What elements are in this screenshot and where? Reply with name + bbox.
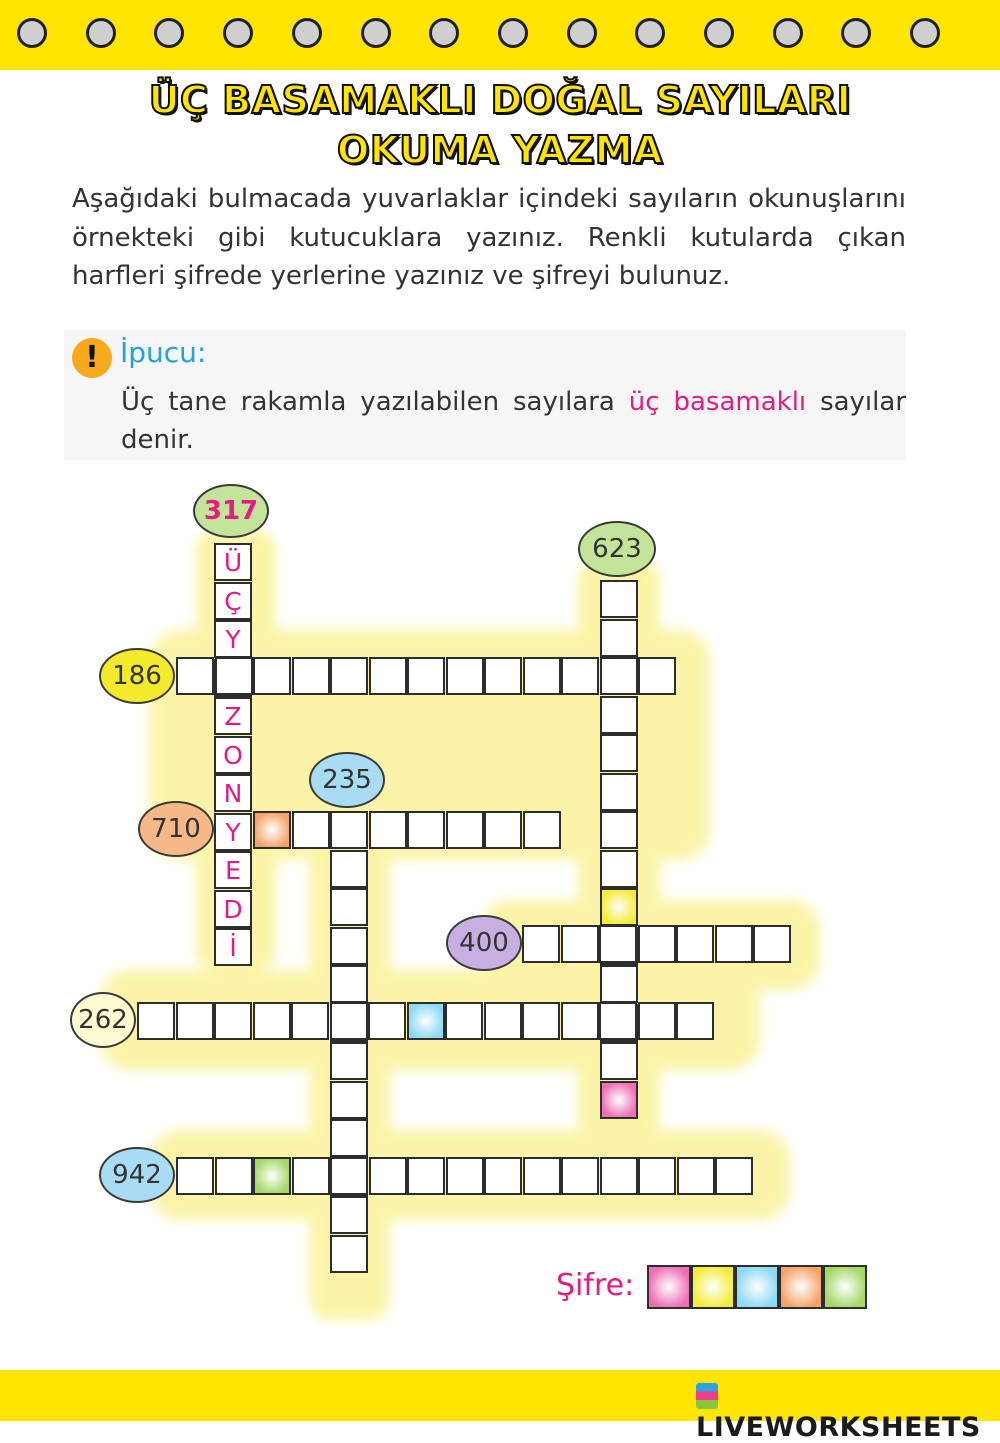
crossword-cell-highlighted[interactable] [600, 888, 638, 926]
crossword-cell[interactable] [368, 1002, 406, 1040]
crossword-cell[interactable] [330, 1196, 368, 1234]
crossword-cell-example-letter: Ç [214, 582, 252, 620]
crossword-cell[interactable] [523, 657, 561, 695]
crossword-cell[interactable] [677, 1157, 715, 1195]
clue-bubble-400: 400 [446, 915, 522, 971]
crossword-cell-highlighted[interactable] [600, 1081, 638, 1119]
crossword-cell[interactable] [330, 850, 368, 888]
crossword-cell[interactable] [600, 965, 638, 1003]
crossword-cell[interactable] [600, 619, 638, 657]
crossword-cell[interactable] [523, 1157, 561, 1195]
crossword-cell[interactable] [176, 1157, 214, 1195]
sifre-box[interactable] [691, 1265, 735, 1309]
crossword-cell-example-letter: N [214, 774, 252, 812]
clue-bubble-186: 186 [99, 648, 175, 704]
crossword-cell[interactable] [215, 1157, 253, 1195]
crossword-cell[interactable] [561, 925, 599, 963]
crossword-cell[interactable] [445, 1002, 483, 1040]
page-title-line-2: OKUMA YAZMA [337, 128, 663, 172]
crossword-cell-example-letter: İ [214, 928, 252, 966]
crossword-cell[interactable] [561, 1002, 599, 1040]
crossword-cell[interactable] [253, 657, 291, 695]
crossword-cell[interactable] [753, 925, 791, 963]
crossword-cell[interactable] [484, 1157, 522, 1195]
tip-text-after: sayılar denir. [121, 387, 907, 455]
sifre-label: Şifre: [556, 1268, 635, 1303]
crossword-cell-example-letter: Y [214, 620, 252, 658]
crossword-cell[interactable] [676, 925, 714, 963]
crossword-cell[interactable] [599, 1002, 637, 1040]
crossword-cell[interactable] [561, 1157, 599, 1195]
crossword-cell[interactable] [638, 657, 676, 695]
crossword-cell[interactable] [600, 696, 638, 734]
crossword-cell[interactable] [292, 657, 330, 695]
crossword-cell[interactable] [330, 1002, 368, 1040]
crossword-cell[interactable] [330, 1042, 368, 1080]
crossword-cell[interactable] [330, 1119, 368, 1157]
instructions-text: Aşağıdaki bulmacada yuvarlaklar içindeki sayıların okunuşlarını örnekteki gibi kutucuklara yazınız. Renkli kutularda çıkan harfleri şifrede yerlerine yazınız ve şifreyi bulunuz. [72, 184, 906, 291]
crossword-cell[interactable] [291, 1002, 329, 1040]
crossword-cell[interactable] [600, 734, 638, 772]
crossword-cell[interactable] [600, 580, 638, 618]
crossword-cell-example-letter: E [214, 851, 252, 889]
crossword-cell-highlighted[interactable] [407, 1002, 445, 1040]
crossword-cell-example-letter: Y [214, 813, 252, 851]
crossword-cell[interactable] [600, 811, 638, 849]
exclamation-icon: ! [72, 338, 112, 378]
clue-bubble-710: 710 [138, 801, 214, 857]
crossword-cell[interactable] [330, 927, 368, 965]
crossword-cell[interactable] [292, 811, 330, 849]
crossword-cell[interactable] [369, 1157, 407, 1195]
crossword-cell[interactable] [292, 1157, 330, 1195]
clue-bubble-317: 317 [193, 484, 269, 538]
crossword-cell[interactable] [484, 811, 522, 849]
crossword-cell[interactable] [253, 1002, 291, 1040]
crossword-cell[interactable] [330, 888, 368, 926]
crossword-cell[interactable] [599, 925, 637, 963]
clue-bubble-942: 942 [99, 1147, 175, 1203]
crossword-cell-example-letter: Z [214, 697, 252, 735]
clue-bubble-235: 235 [309, 752, 385, 808]
crossword-cell[interactable] [446, 657, 484, 695]
tip-label: İpucu: [120, 336, 207, 369]
watermark [696, 1381, 1000, 1443]
crossword-cell[interactable] [330, 657, 368, 695]
crossword-cell[interactable] [600, 773, 638, 811]
crossword-cell[interactable] [638, 1157, 676, 1195]
crossword-cell[interactable] [600, 657, 638, 695]
watermark-text: LIVEWORKSHEETS [696, 1412, 981, 1443]
crossword-cell[interactable] [330, 965, 368, 1003]
crossword-cell[interactable] [484, 657, 522, 695]
crossword-cell[interactable] [638, 1002, 676, 1040]
crossword-cell[interactable] [330, 1081, 368, 1119]
crossword-cell[interactable] [523, 811, 561, 849]
crossword-cell-highlighted[interactable] [253, 1157, 291, 1195]
crossword-cell[interactable] [522, 925, 560, 963]
crossword-cell[interactable] [330, 1235, 368, 1273]
crossword-cell[interactable] [715, 925, 753, 963]
crossword-cell[interactable] [369, 657, 407, 695]
crossword-cell[interactable] [561, 657, 599, 695]
crossword-cell[interactable] [407, 657, 445, 695]
page-title-line-1: ÜÇ BASAMAKLI DOĞAL SAYILARI [148, 78, 852, 122]
sifre-box[interactable] [779, 1265, 823, 1309]
crossword-cell[interactable] [407, 1157, 445, 1195]
crossword-cell[interactable] [369, 811, 407, 849]
crossword-cell[interactable] [176, 1002, 214, 1040]
crossword-cell[interactable] [330, 811, 368, 849]
crossword-cell-example-letter: D [214, 890, 252, 928]
crossword-cell[interactable] [638, 925, 676, 963]
crossword-cell[interactable] [600, 1042, 638, 1080]
clue-bubble-262: 262 [70, 992, 136, 1048]
crossword-cell[interactable] [446, 1157, 484, 1195]
sifre-box[interactable] [647, 1265, 691, 1309]
crossword-cell[interactable] [446, 811, 484, 849]
crossword-cell[interactable] [407, 811, 445, 849]
crossword-cell-example-letter: Ü [214, 543, 252, 581]
crossword-cell-example-letter: O [214, 736, 252, 774]
crossword-cell[interactable] [330, 1157, 368, 1195]
crossword-cell[interactable] [484, 1002, 522, 1040]
crossword-cell[interactable] [600, 1157, 638, 1195]
crossword-cell[interactable] [522, 1002, 560, 1040]
crossword-cell-highlighted[interactable] [253, 811, 291, 849]
sifre-box[interactable] [735, 1265, 779, 1309]
crossword-cell[interactable] [214, 1002, 252, 1040]
clue-bubble-623: 623 [578, 521, 656, 577]
crossword-cell[interactable] [176, 657, 214, 695]
crossword-cell[interactable] [137, 1002, 175, 1040]
crossword-cell[interactable] [600, 850, 638, 888]
crossword-cell[interactable] [715, 1157, 753, 1195]
crossword-cell[interactable] [676, 1002, 714, 1040]
crossword-cell[interactable] [215, 657, 253, 695]
liveworksheets-logo-icon [696, 1383, 718, 1409]
sifre-box[interactable] [823, 1265, 867, 1309]
tip-highlight: üç basamaklı [628, 387, 807, 417]
tip-text-before: Üç tane rakamla yazılabilen sayılara [121, 387, 629, 417]
